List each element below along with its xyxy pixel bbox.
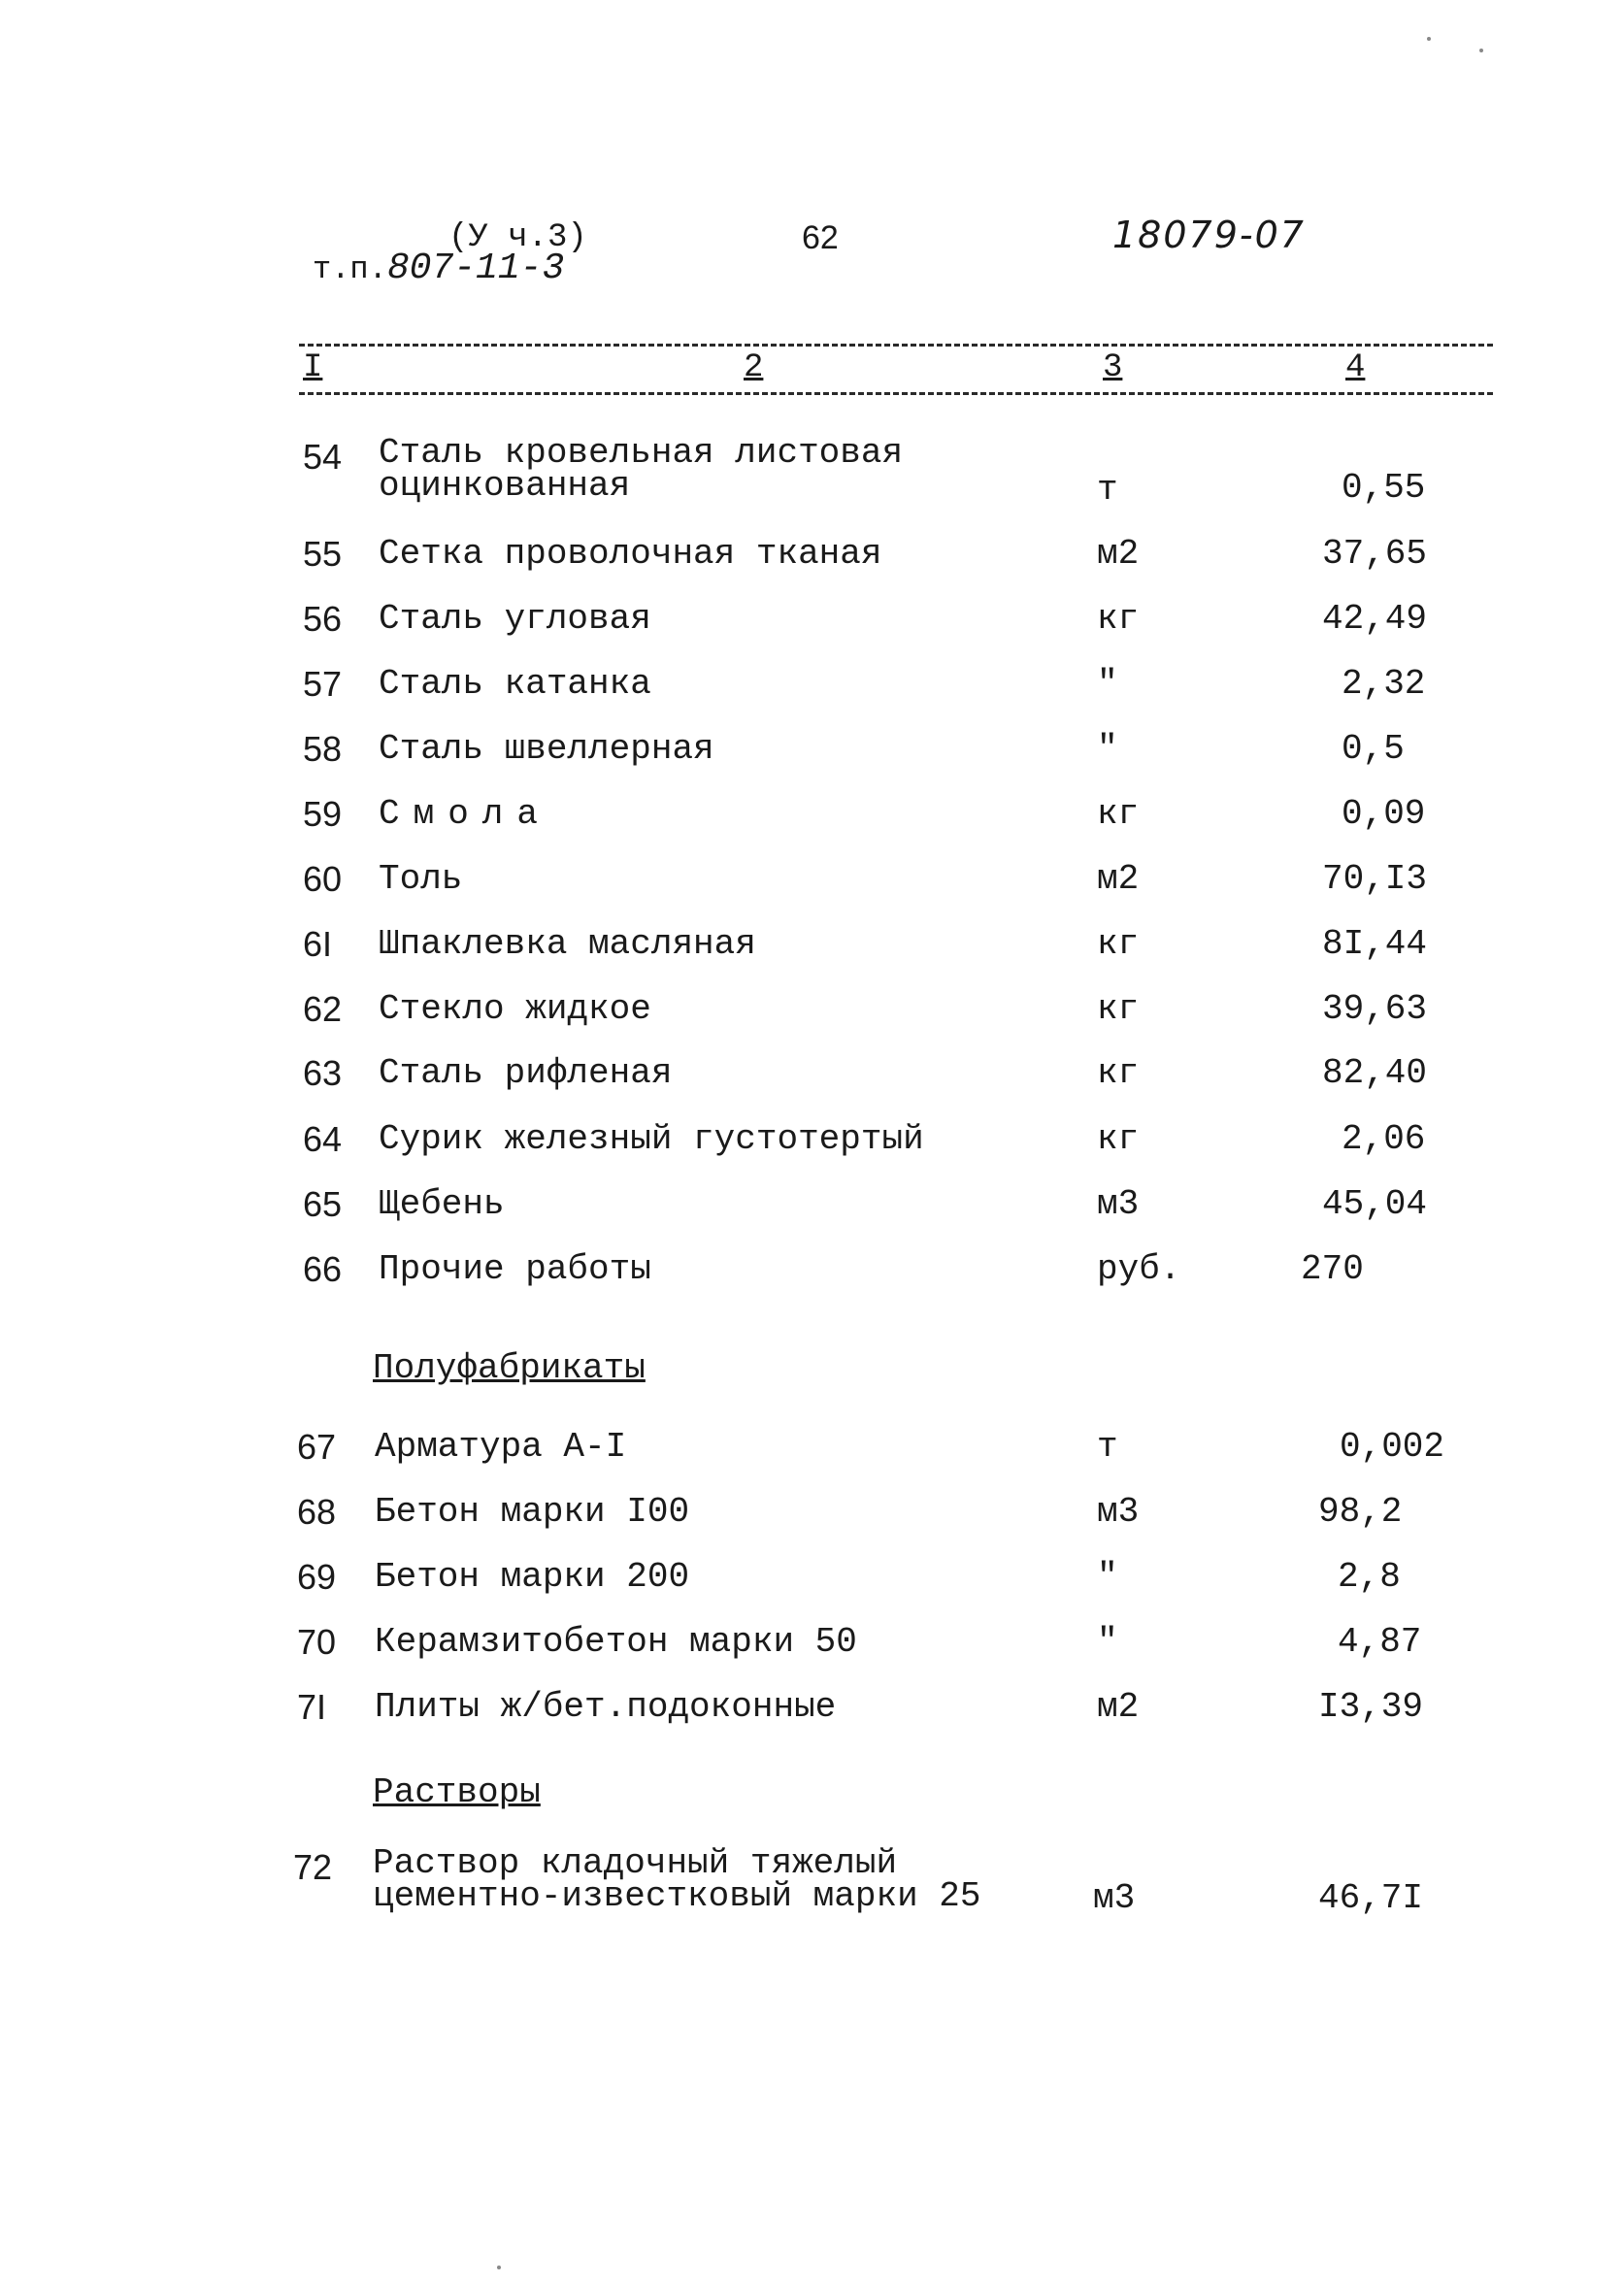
row-quantity: 98,2 [1318, 1492, 1403, 1532]
row-name: Сталь кровельная листовая [379, 433, 904, 473]
row-unit: " [1097, 729, 1118, 769]
row-number: 66 [303, 1249, 343, 1289]
row-number: 70 [297, 1622, 337, 1662]
row-unit: м3 [1097, 1184, 1140, 1224]
row-quantity: 39,63 [1322, 989, 1428, 1029]
row-unit: руб. [1097, 1249, 1181, 1289]
header-rule-bottom [299, 392, 1493, 395]
row-number: 7I [297, 1687, 327, 1727]
series-code [313, 248, 564, 289]
row-quantity: 270 [1301, 1249, 1364, 1289]
row-number: 58 [303, 729, 343, 769]
column-header-3: 3 [1103, 349, 1123, 386]
row-name: Сталь катанка [379, 664, 651, 704]
row-name: Щебень [379, 1184, 505, 1224]
column-header-2: 2 [744, 349, 764, 386]
row-unit: м2 [1097, 534, 1140, 574]
row-name: Сурик железный густотертый [379, 1119, 924, 1159]
row-number: 57 [303, 664, 343, 704]
section-heading-semi-finished: Полуфабрикаты [373, 1348, 646, 1388]
row-quantity: 46,7I [1318, 1878, 1424, 1918]
row-name: Сетка проволочная тканая [379, 534, 882, 574]
row-number: 68 [297, 1492, 337, 1532]
series-label: т.п. [313, 251, 387, 287]
row-number: 54 [303, 437, 343, 477]
row-name: Сталь швеллерная [379, 729, 714, 769]
row-quantity: 0,55 [1342, 468, 1426, 508]
page-number: 62 [802, 219, 839, 256]
row-unit: м2 [1097, 859, 1140, 899]
row-name: Сталь рифленая [379, 1053, 673, 1093]
row-unit: " [1097, 664, 1118, 704]
row-name: Толь [379, 859, 463, 899]
row-quantity: 2,32 [1342, 664, 1426, 704]
row-unit: кг [1097, 794, 1140, 834]
section-heading-mortars: Растворы [373, 1772, 541, 1812]
document-number: 18079-07 [1112, 214, 1306, 256]
row-number: 63 [303, 1053, 343, 1093]
row-quantity: 4,87 [1338, 1622, 1422, 1662]
row-name: Керамзитобетон марки 50 [375, 1622, 857, 1662]
row-name-continued: оцинкованная [379, 466, 631, 506]
row-unit: кг [1097, 924, 1140, 964]
row-name: Раствор кладочный тяжелый [373, 1843, 898, 1883]
row-unit: м3 [1097, 1492, 1140, 1532]
row-name: Стекло жидкое [379, 989, 651, 1029]
row-quantity: 70,I3 [1322, 859, 1428, 899]
row-number: 59 [303, 794, 343, 834]
row-quantity: 82,40 [1322, 1053, 1428, 1093]
row-name: Плиты ж/бет.подоконные [375, 1687, 837, 1727]
row-number: 67 [297, 1427, 337, 1467]
row-name: Бетон марки I00 [375, 1492, 690, 1532]
column-header-1: I [303, 349, 323, 386]
row-quantity: 8I,44 [1322, 924, 1428, 964]
row-unit: " [1097, 1622, 1118, 1662]
header-rule-top [299, 344, 1493, 347]
row-quantity: 45,04 [1322, 1184, 1428, 1224]
row-quantity: 42,49 [1322, 599, 1428, 639]
row-name: Прочие работы [379, 1249, 651, 1289]
row-quantity: 0,5 [1342, 729, 1405, 769]
row-number: 72 [293, 1847, 333, 1887]
row-number: 56 [303, 599, 343, 639]
row-number: 6I [303, 924, 333, 964]
row-name-continued: цементно-известковый марки 25 [373, 1876, 981, 1916]
row-name: Бетон марки 200 [375, 1557, 690, 1597]
row-unit: " [1097, 1557, 1118, 1597]
row-quantity: 2,06 [1342, 1119, 1426, 1159]
series-number: 807-11-3 [386, 248, 565, 289]
row-name: Сталь угловая [379, 599, 651, 639]
row-unit: м3 [1093, 1878, 1136, 1918]
row-unit: кг [1097, 1053, 1140, 1093]
row-unit: кг [1097, 989, 1140, 1029]
row-quantity: 0,09 [1342, 794, 1426, 834]
row-name: Смола [379, 794, 552, 834]
row-number: 65 [303, 1184, 343, 1224]
row-quantity: I3,39 [1318, 1687, 1424, 1727]
row-quantity: 37,65 [1322, 534, 1428, 574]
row-unit: т [1097, 470, 1118, 510]
row-unit: кг [1097, 599, 1140, 639]
scan-speck [1427, 37, 1431, 41]
row-unit: кг [1097, 1119, 1140, 1159]
column-header-4: 4 [1345, 349, 1366, 386]
row-unit: м2 [1097, 1687, 1140, 1727]
row-number: 55 [303, 534, 343, 574]
row-quantity: 0,002 [1340, 1427, 1445, 1467]
scan-speck [497, 2266, 501, 2269]
row-number: 62 [303, 989, 343, 1029]
row-name: Шпаклевка масляная [379, 924, 756, 964]
scan-speck [1479, 49, 1483, 52]
row-number: 60 [303, 859, 343, 899]
row-quantity: 2,8 [1338, 1557, 1401, 1597]
row-number: 69 [297, 1557, 337, 1597]
row-number: 64 [303, 1119, 343, 1159]
row-unit: т [1097, 1427, 1118, 1467]
volume-label: (У ч.3) [448, 219, 587, 256]
row-name: Арматура А-I [375, 1427, 627, 1467]
